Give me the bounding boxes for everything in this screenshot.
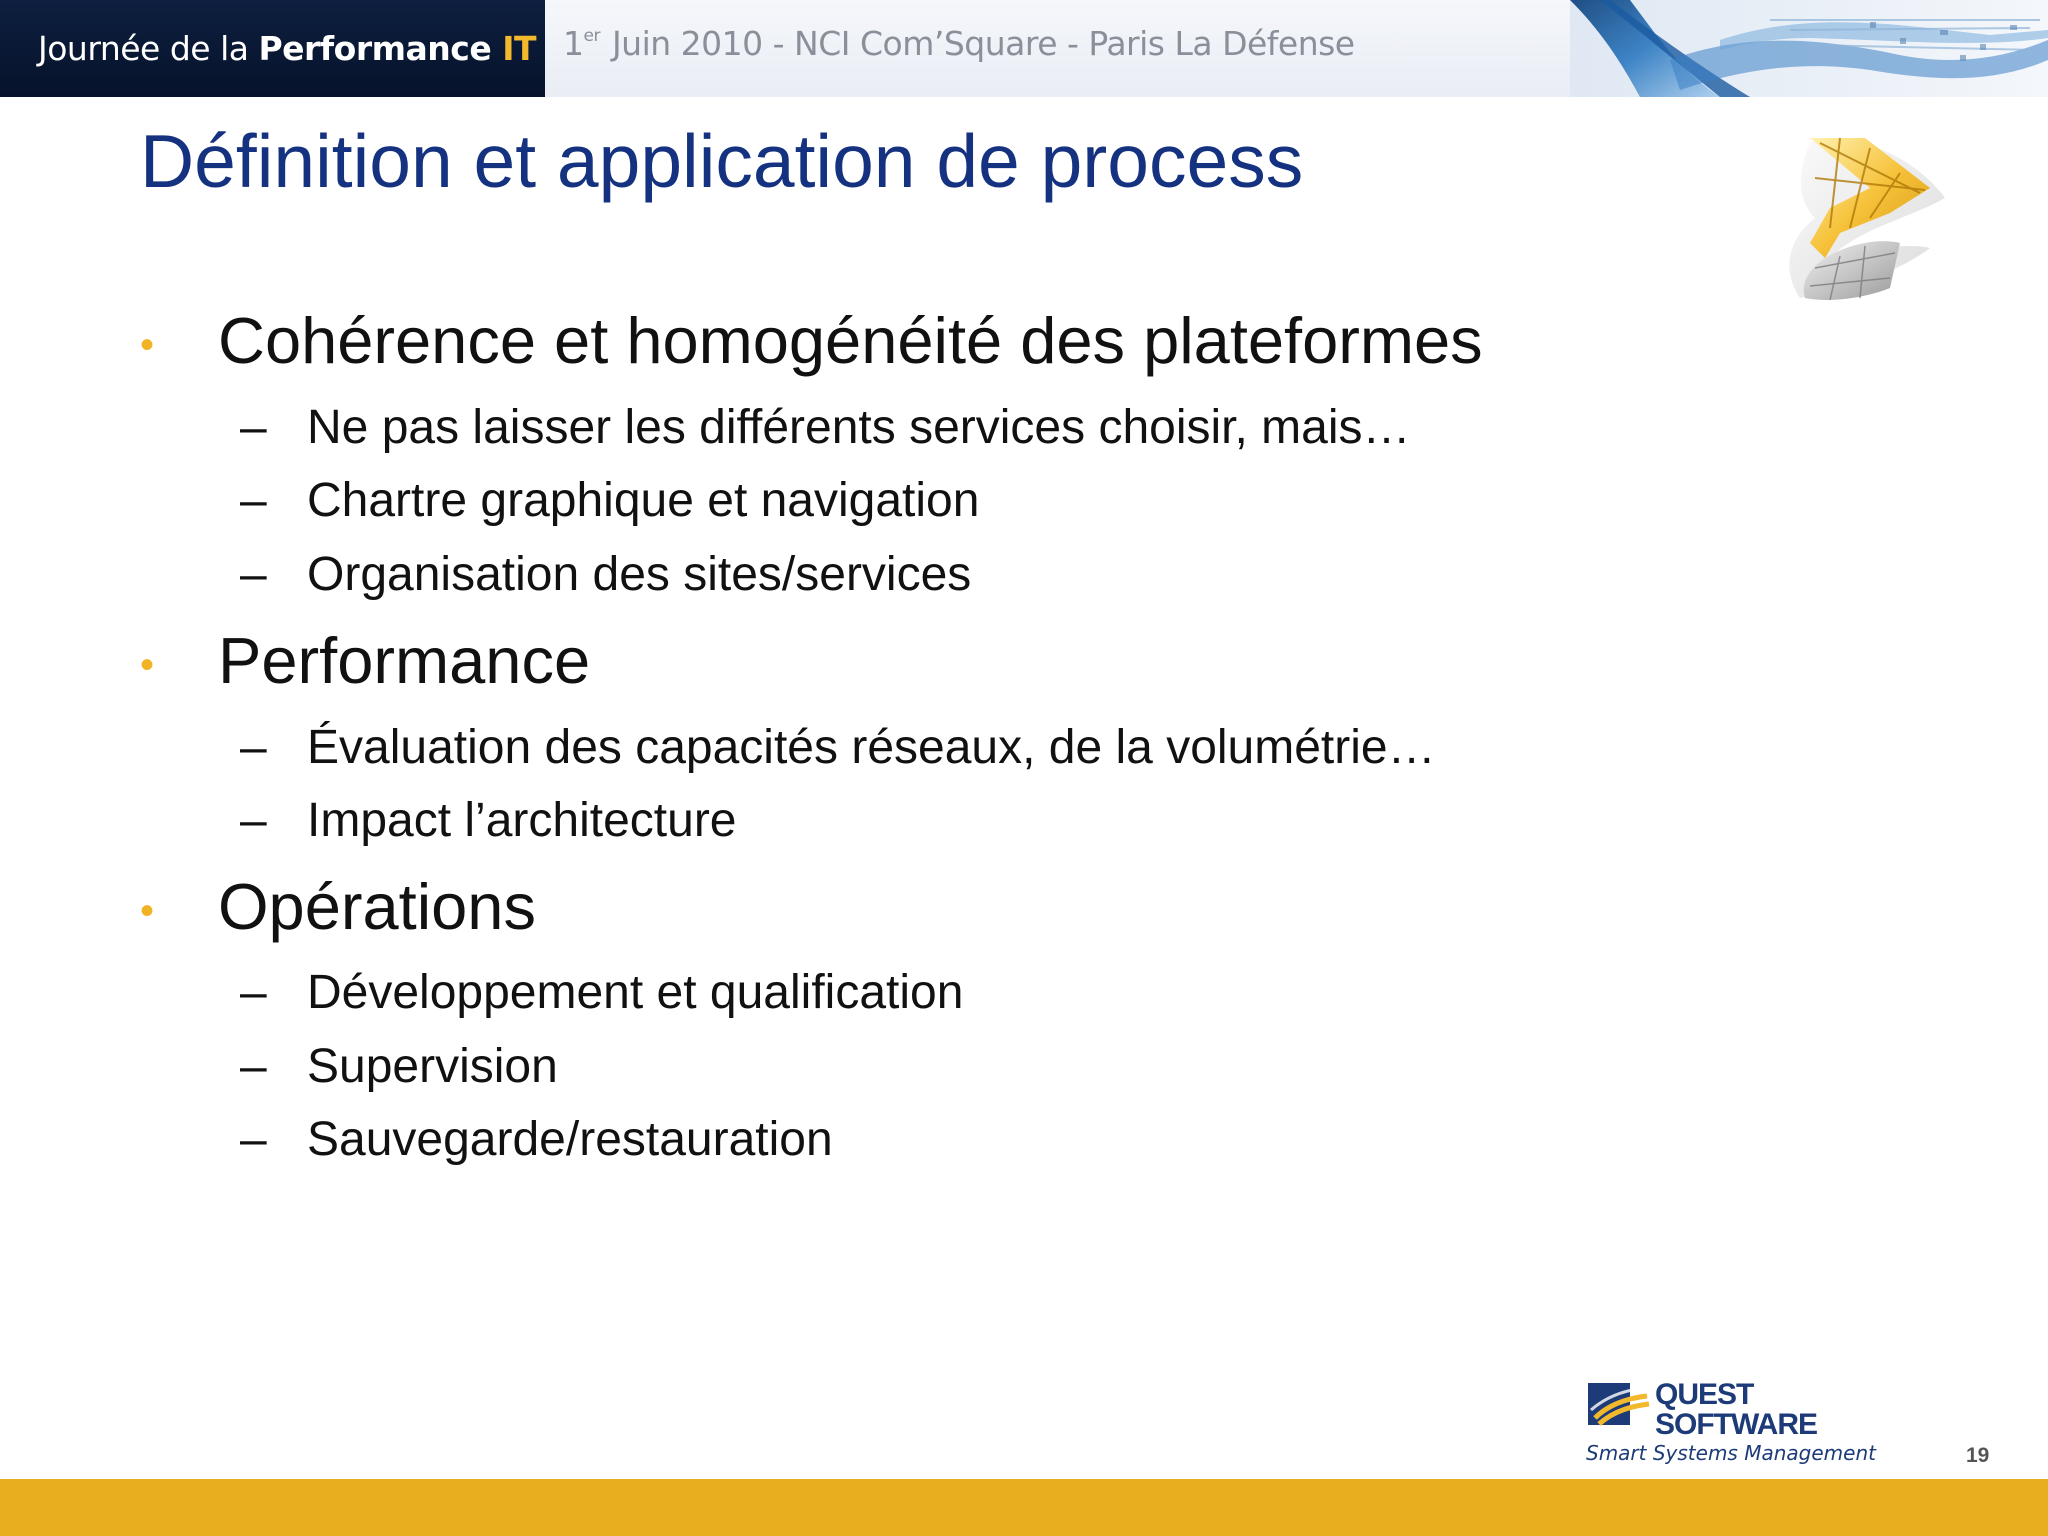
event-date-day: 1 bbox=[563, 24, 584, 63]
event-title-accent: IT bbox=[502, 29, 536, 68]
sub-bullet-marker: – bbox=[240, 548, 267, 601]
sub-bullet-marker: – bbox=[240, 794, 267, 847]
sub-bullet-text: Évaluation des capacités réseaux, de la volumétrie… bbox=[307, 721, 1436, 774]
sub-bullet-marker: – bbox=[240, 401, 267, 454]
logo-line2: SOFTWARE bbox=[1655, 1408, 1817, 1441]
event-title-box bbox=[0, 0, 545, 97]
bullet-marker: • bbox=[140, 643, 155, 687]
event-details-text: Juin 2010 - NCI Com’Square - Paris La Défense bbox=[601, 24, 1355, 63]
bullet-text: Opérations bbox=[218, 870, 536, 943]
sharepoint-logo-icon bbox=[1770, 118, 1960, 318]
event-title-bold: Performance bbox=[258, 29, 503, 68]
bullet-text: Cohérence et homogénéité des plateformes bbox=[218, 304, 1483, 377]
sub-bullet-marker: – bbox=[240, 1113, 267, 1166]
sub-bullet-marker: – bbox=[240, 721, 267, 774]
abstract-wave-graphic bbox=[1570, 0, 2048, 97]
event-date-suffix: er bbox=[583, 26, 600, 46]
sub-bullet-marker: – bbox=[240, 1040, 267, 1093]
footer-bar bbox=[0, 1479, 2048, 1536]
sub-bullet-text: Impact l’architecture bbox=[307, 794, 737, 847]
bullet-text: Performance bbox=[218, 624, 591, 697]
logo-line1: QUEST bbox=[1655, 1378, 1754, 1411]
sub-bullet-marker: – bbox=[240, 474, 267, 527]
sub-bullet-text: Organisation des sites/services bbox=[307, 548, 972, 601]
event-details bbox=[563, 24, 1355, 63]
sub-bullet-marker: – bbox=[240, 966, 267, 1019]
event-title bbox=[38, 29, 536, 68]
header-band bbox=[0, 0, 2048, 97]
sub-bullet-text: Ne pas laisser les différents services choisir, mais… bbox=[307, 401, 1411, 454]
bullet-marker: • bbox=[140, 889, 155, 933]
slide-title: Définition et application de process bbox=[140, 119, 1304, 203]
quest-tagline: Smart Systems Management bbox=[1586, 1441, 1876, 1465]
sub-bullet-text: Supervision bbox=[307, 1040, 558, 1093]
page-number: 19 bbox=[1966, 1444, 1990, 1467]
sub-bullet-text: Chartre graphique et navigation bbox=[307, 474, 980, 527]
sub-bullet-text: Développement et qualification bbox=[307, 966, 964, 1019]
event-title-regular: Journée de la bbox=[38, 29, 259, 68]
sub-bullet-text: Sauvegarde/restauration bbox=[307, 1113, 833, 1166]
bullet-marker: • bbox=[140, 323, 155, 367]
